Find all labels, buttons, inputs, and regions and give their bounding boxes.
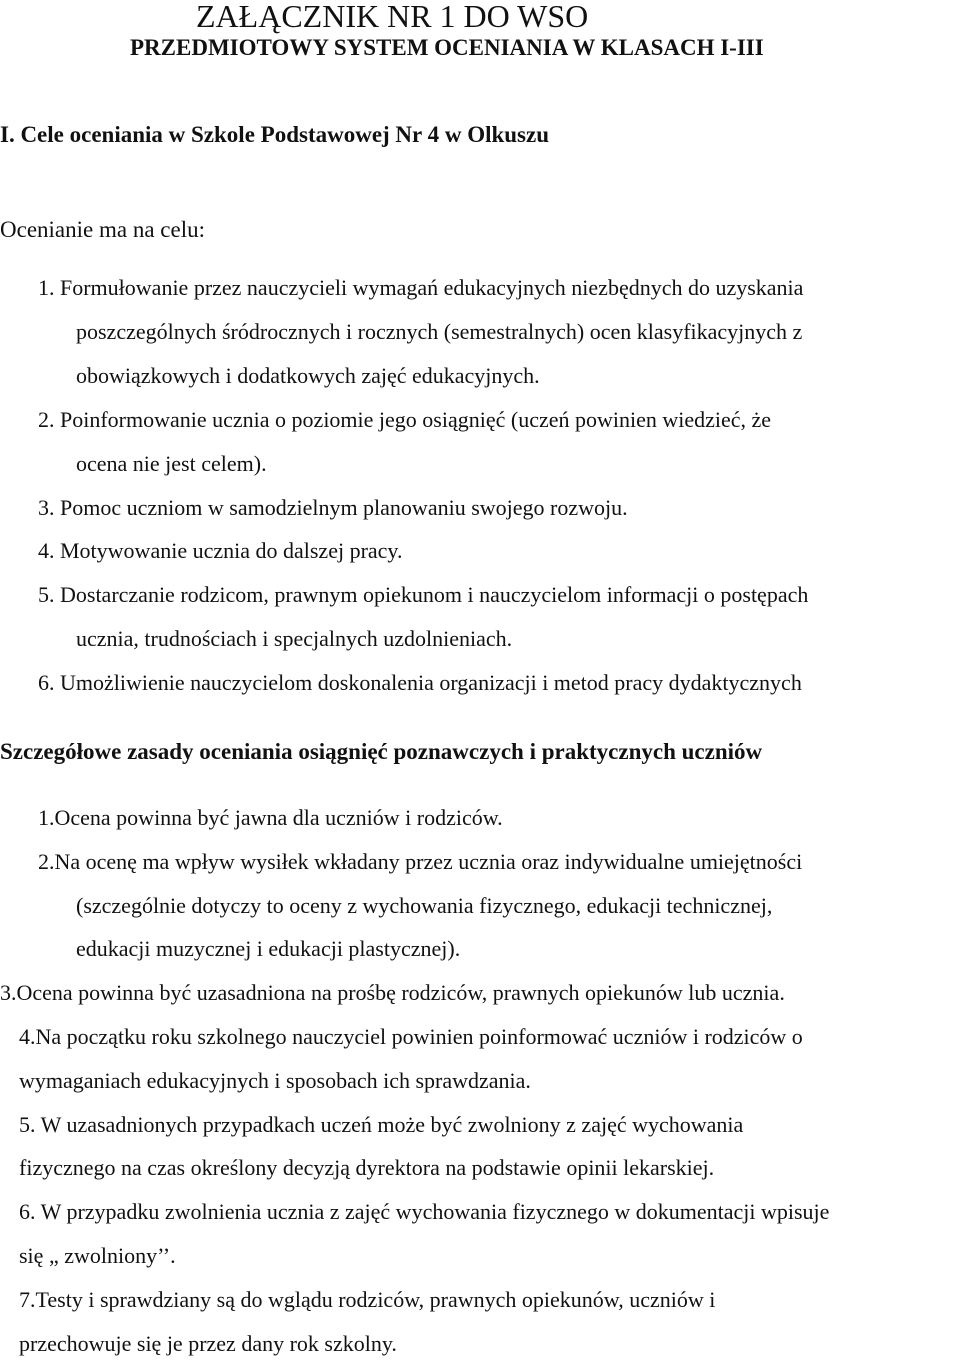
rule-item-7-line-1: 7.Testy i sprawdziany są do wglądu rodziców, prawnych opiekunów, uczniów i: [19, 1287, 716, 1312]
rule-item-2-line-2: (szczególnie dotyczy to oceny z wychowania fizycznego, edukacji technicznej,: [76, 893, 773, 918]
document-subtitle: PRZEDMIOTOWY SYSTEM OCENIANIA W KLASACH I-III: [130, 35, 764, 60]
rule-item-6-line-2: się „ zwolniony’’.: [19, 1243, 176, 1268]
goal-item-5-line-2: ucznia, trudnościach i specjalnych uzdolnieniach.: [76, 626, 513, 651]
goal-item-1-line-2: poszczególnych śródrocznych i rocznych (semestralnych) ocen klasyfikacyjnych z: [76, 319, 803, 344]
rule-item-3-line-1: 3.Ocena powinna być uzasadniona na prośbę rodziców, prawnych opiekunów lub ucznia.: [0, 980, 785, 1005]
rule-item-2-line-1: 2.Na ocenę ma wpływ wysiłek wkładany przez ucznia oraz indywidualne umiejętności: [38, 849, 803, 874]
goal-item-4-line-1: 4. Motywowanie ucznia do dalszej pracy.: [38, 538, 403, 563]
rule-item-2-line-3: edukacji muzycznej i edukacji plastycznej).: [76, 936, 461, 961]
section2-heading: Szczegółowe zasady oceniania osiągnięć poznawczych i praktycznych uczniów: [0, 739, 763, 764]
section1-intro: Ocenianie ma na celu:: [0, 217, 205, 242]
rule-item-6-line-1: 6. W przypadku zwolnienia ucznia z zajęć wychowania fizycznego w dokumentacji wpisuje: [19, 1199, 830, 1224]
goal-item-3-line-1: 3. Pomoc uczniom w samodzielnym planowaniu swojego rozwoju.: [38, 495, 628, 520]
rule-item-1-line-1: 1.Ocena powinna być jawna dla uczniów i rodziców.: [38, 805, 503, 830]
goal-item-5-line-1: 5. Dostarczanie rodzicom, prawnym opiekunom i nauczycielom informacji o postępach: [38, 582, 809, 607]
goal-item-2-line-2: ocena nie jest celem).: [76, 451, 267, 476]
rule-item-5-line-2: fizycznego na czas określony decyzją dyrektora na podstawie opinii lekarskiej.: [19, 1155, 715, 1180]
goal-item-1-line-3: obowiązkowych i dodatkowych zajęć edukacyjnych.: [76, 363, 540, 388]
rule-item-4-line-2: wymaganiach edukacyjnych i sposobach ich sprawdzania.: [19, 1068, 531, 1093]
goal-item-2-line-1: 2. Poinformowanie ucznia o poziomie jego osiągnięć (uczeń powinien wiedzieć, że: [38, 407, 772, 432]
goal-item-1-line-1: 1. Formułowanie przez nauczycieli wymagań edukacyjnych niezbędnych do uzyskania: [38, 275, 804, 300]
rule-item-4-line-1: 4.Na początku roku szkolnego nauczyciel powinien poinformować uczniów i rodziców o: [19, 1024, 803, 1049]
document-title: ZAŁĄCZNIK NR 1 DO WSO: [196, 0, 589, 34]
section1-heading: I. Cele oceniania w Szkole Podstawowej Nr 4 w Olkuszu: [0, 122, 550, 147]
goal-item-6-line-1: 6. Umożliwienie nauczycielom doskonalenia organizacji i metod pracy dydaktycznych: [38, 670, 802, 695]
rule-item-5-line-1: 5. W uzasadnionych przypadkach uczeń może być zwolniony z zajęć wychowania: [19, 1112, 744, 1137]
rule-item-7-line-2: przechowuje się je przez dany rok szkolny.: [19, 1331, 397, 1356]
